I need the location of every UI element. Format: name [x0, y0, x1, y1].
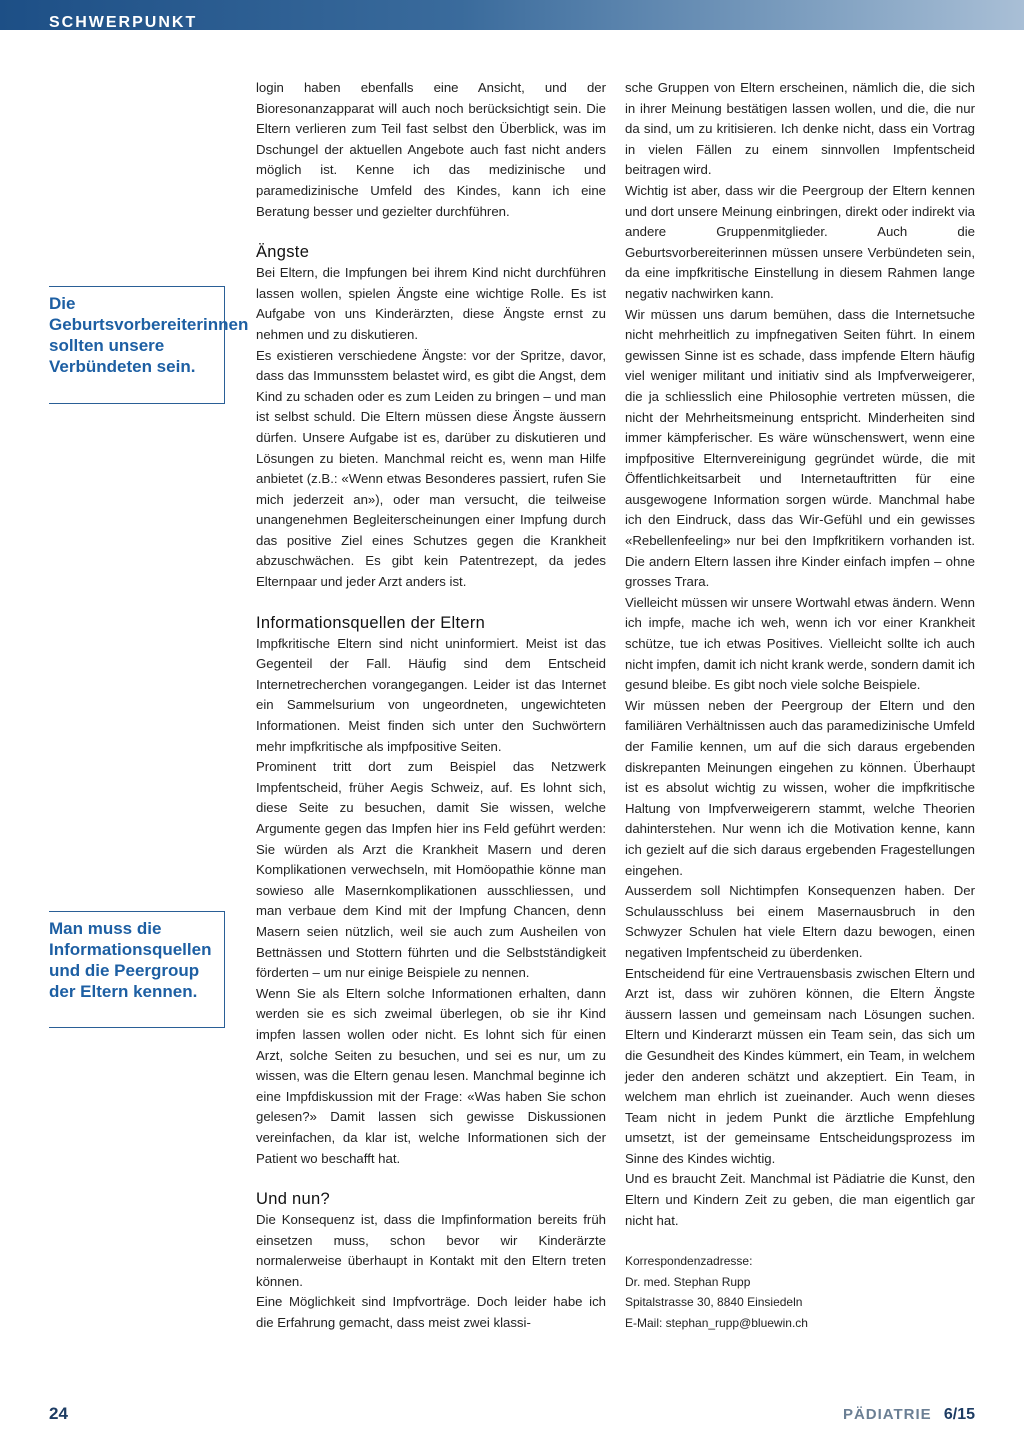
- section-title: SCHWERPUNKT: [49, 14, 198, 31]
- contact-name: Dr. med. Stephan Rupp: [625, 1274, 751, 1289]
- paragraph: Ausserdem soll Nichtimpfen Konsequenzen haben. Der Schulausschluss bei einem Masernausbruch in den Schwyzer Schulen hat viele Eltern dazu bewogen, einen negativen Impfentscheid zu überdenken.: [625, 883, 975, 960]
- page-number: 24: [49, 1404, 68, 1423]
- paragraph: Wir müssen neben der Peergroup der Eltern und den familiären Verhältnissen auch das paramedizinische Umfeld der Familie kennen, um auf die sich daraus ergebenden diskrepanten Meinungen eingehen zu können. Überhaupt ist es absolut wichtig zu wissen, woher die impfkritische Haltung von Impfverweigerern stammt, welche Theorien dahinterstehen. Nur wenn ich die Motivation kenne, kann ich gezielt auf die sich daraus ergebenden Fragestellungen eingehen.: [625, 697, 975, 878]
- paragraph: Wir müssen uns darum bemühen, dass die Internetsuche nicht mehrheitlich zu impfnegativen Seiten führt. In einem gewissen Sinne ist es schade, dass impfende Eltern häufig viel weniger militant und initiativ sind als Impfverweigerer, die ja schliesslich eine Philosophie vertreten müssen, die nicht der Mehrheitsmeinung entspricht. Minderheiten sind immer kämpferischer. Es wäre wünschenswert, wenn eine impfpositive Elternvereinigung gegründet würde, die mit Öffentlichkeitsarbeit und Internetauftritten für eine ausgewogene Information sorgen würde. Manchmal habe ich den Eindruck, dass das Wir-Gefühl und ein gewisses «Rebellenfeeling» nur bei den Impfkritikern vorhanden ist. Die andern Eltern lassen ihre Kinder einfach impfen – ohne grosses Trara.: [625, 306, 975, 590]
- contact-address: Spitalstrasse 30, 8840 Einsiedeln: [625, 1295, 803, 1310]
- section-heading: Ängste: [256, 243, 310, 262]
- paragraph: Wichtig ist aber, dass wir die Peergroup der Eltern kennen und dort unsere Meinung einbringen, direkt oder indirekt via andere Gruppenmitglieder. Auch die Geburtsvorbereiterinnen müssen unsere Verbündeten sein, da eine impfkritische Einstellung in diesem Rahmen lange negativ nachwirken kann.: [625, 182, 975, 301]
- paragraph: sche Gruppen von Eltern erscheinen, nämlich die, die sich in ihrer Meinung bestätigen lassen wollen, und die, die nur da sind, um zu kritisieren. Ich denke nicht, dass ein Vortrag in vielen Fällen zu einem sinnvollen Impfentscheid beitragen wird.: [625, 80, 975, 178]
- pullquote-1: Die Geburtsvorbereiterinnen sollten unsere Verbündeten sein.: [49, 286, 225, 404]
- paragraph: Impfkritische Eltern sind nicht uninformiert. Meist ist das Gegenteil der Fall. Häufig sind dem Entscheid Internetrecherchen vorangegangen. Leider ist das Internet ein Sammelsurium von ungeordneten, ungewichteten Informationen. Meist finden sich unter den Suchwörtern mehr impfkritische als impfpositive Seiten.: [256, 635, 606, 754]
- journal-logo: PÄDIATRIE: [842, 1406, 932, 1423]
- issue-number: 6/15: [943, 1406, 975, 1423]
- paragraph: login haben ebenfalls eine Ansicht, und der Bioresonanzapparat will auch noch berücksichtigt sein. Die Eltern verlieren zum Teil fast selbst den Überblick, was im Dschungel der aktuellen Angebote auch fast nicht anders möglich ist. Kenne ich das medizinische und paramedizinische Umfeld des Kindes, kann ich eine Beratung besser und gezielter durchführen.: [256, 80, 606, 219]
- pullquote-2: Man muss die Informationsquellen und die Peergroup der Eltern kennen.: [49, 911, 225, 1028]
- paragraph: Es existieren verschiedene Ängste: vor der Spritze, davor, dass das Immunsstem belastet wird, es gibt die Angst, dem Kind zu schaden oder es zum Leiden zu bringen – und man ist selbst schuld. Die Eltern müssen diese Ängste äussern dürfen. Unsere Aufgabe ist es, darüber zu diskutieren und Lösungen zu bieten. Manchmal reicht es, wenn man Hilfe anbietet (z.B.: «Wenn etwas Besonderes passiert, rufen Sie mich jederzeit an»), oder man versucht, die teilweise unangenehmen Begleiterscheinungen einer Impfung durch das positive Ziel eines Schutzes gegen die Krankheit abzuschwächen. Es gibt kein Patentrezept, da jedes Elternpaar und jeder Arzt anders ist.: [256, 347, 606, 590]
- section-heading: Informationsquellen der Eltern: [256, 613, 486, 632]
- header-bar: [0, 0, 1024, 30]
- paragraph: Vielleicht müssen wir unsere Wortwahl etwas ändern. Wenn ich impfe, mache ich weh, wenn ich vor einer Krankheit schütze, tue ich etwas Positives. Vielleicht sollte ich auch nicht impfen, damit ich nicht krank werde, sondern damit ich gesund bleibe. Es gibt noch viele solche Beispiele.: [625, 594, 975, 693]
- text-column-2: [625, 78, 975, 1333]
- contact-email: E-Mail: stephan_rupp@bluewin.ch: [625, 1315, 808, 1330]
- paragraph: Und es braucht Zeit. Manchmal ist Pädiatrie die Kunst, den Eltern und Kindern Zeit zu geben, die man eigentlich gar nicht hat.: [625, 1171, 975, 1228]
- paragraph: Eine Möglichkeit sind Impfvorträge. Doch leider habe ich die Erfahrung gemacht, dass meist zwei klassi-: [256, 1294, 606, 1331]
- paragraph: Prominent tritt dort zum Beispiel das Netzwerk Impfentscheid, früher Aegis Schweiz, auf. Es lohnt sich, diese Seite zu besuchen, damit Sie wissen, welche Argumente gegen das Impfen hier ins Feld geführt werden: Sie würden als Arzt die Krankheit Masern und deren Komplikationen verwechseln, mit Homöopathie könne man sowieso alle Masernkomplikationen ausschliessen, und man verbaue dem Kind mit der Impfung Chancen, denn Masern seien nützlich, weil sie auch zum Ausheilen von Bettnässen und Stottern führten und die Selbstständigkeit förderten – um nur einige Beispiele zu nennen.: [256, 759, 606, 981]
- section-heading: Und nun?: [256, 1190, 330, 1209]
- correspondence-address: [625, 1251, 975, 1333]
- paragraph: Wenn Sie als Eltern solche Informationen erhalten, dann werden sie es sich zweimal überlegen, ob sie ihr Kind impfen lassen wollen oder nicht. Es lohnt sich für einen Arzt, solche Seiten zu besuchen, und sei es nur, um zu wissen, was die Eltern genau lesen. Manchmal beginne ich eine Impfdiskussion mit der Frage: «Was haben Sie schon gelesen?» Damit lassen sich gewisse Diskussionen vereinfachen, da klar ist, welche Informationen sich der Patient wo beschafft hat.: [256, 985, 606, 1166]
- contact-label: Korrespondenzadresse:: [625, 1254, 753, 1269]
- paragraph: Die Konsequenz ist, dass die Impfinformation bereits früh einsetzen muss, schon bevor wir Kinderärzte normalerweise überhaupt in Kontakt mit den Eltern treten können.: [256, 1212, 606, 1289]
- footer-brand: [843, 1406, 975, 1424]
- paragraph: Entscheidend für eine Vertrauensbasis zwischen Eltern und Arzt ist, dass wir zuhören können, die Eltern Ängste äussern lassen und gemeinsam nach Lösungen suchen. Eltern und Kinderarzt müssen ein Team sein, das sich um die Gesundheit des Kindes kümmert, ein Team, in welchem jeder den anderen schätzt und akzeptiert. Ein Team, in welchem man ehrlich ist zueinander. Auch wenn dieses Team nicht in jedem Punkt die ärztliche Empfehlung umsetzt, ist der gemeinsame Entscheidungsprozess im Sinne des Kindes wichtig.: [625, 965, 975, 1166]
- text-column-1: [256, 78, 606, 1334]
- paragraph: Bei Eltern, die Impfungen bei ihrem Kind nicht durchführen lassen wollen, spielen Ängste eine wichtige Rolle. Es ist Aufgabe von uns Kinderärzten, diese Ängste ernst zu nehmen und zu diskutieren.: [256, 265, 606, 342]
